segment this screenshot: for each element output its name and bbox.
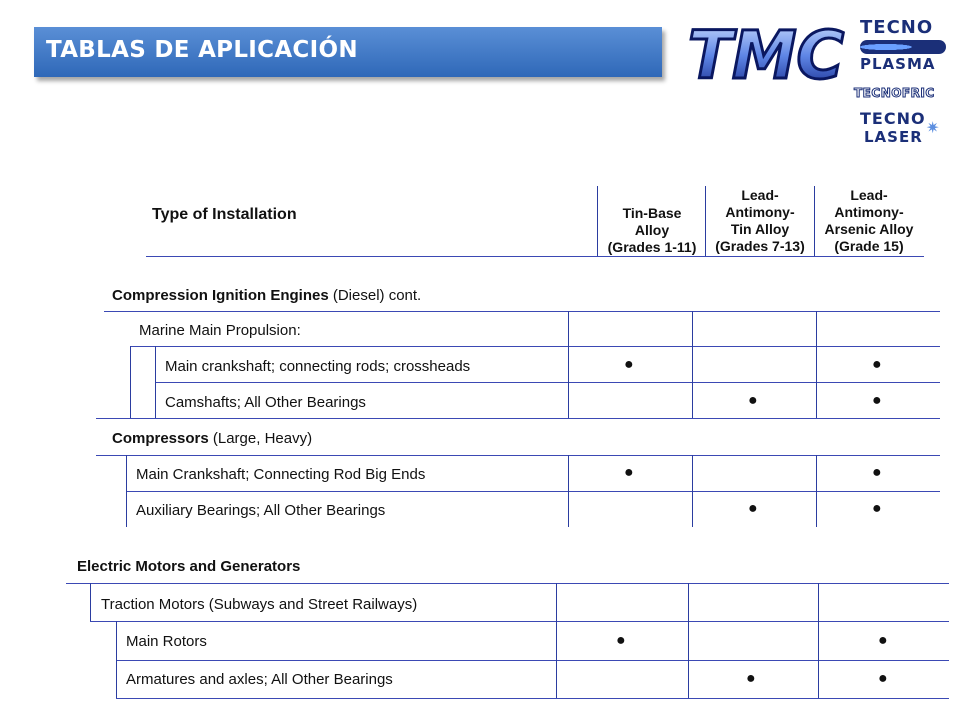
indent-divider — [116, 621, 117, 698]
table-row-label: Auxiliary Bearings; All Other Bearings — [136, 502, 386, 519]
column-divider — [568, 455, 569, 527]
table-row-label: Armatures and axles; All Other Bearings — [126, 671, 393, 688]
header-underline — [146, 256, 924, 257]
tmc-logo-graphic — [684, 16, 850, 88]
brand-tecnofric: TECNOFRIC — [854, 86, 935, 100]
application-dot: ● — [872, 392, 882, 409]
application-dot: ● — [878, 670, 888, 687]
column-divider — [818, 583, 819, 698]
brand-laser: LASER — [864, 128, 923, 146]
table-row-label: Camshafts; All Other Bearings — [165, 394, 366, 411]
section-compression-ignition-engines: Compression Ignition Engines (Diesel) cont. — [112, 287, 422, 304]
tin-base-alloy-header: Tin-Base Alloy (Grades 1-11) — [607, 205, 697, 255]
tecno-laser-logo — [860, 110, 946, 146]
indent-divider — [155, 346, 156, 418]
column-divider — [568, 311, 569, 418]
column-divider — [816, 311, 817, 418]
indent-divider — [130, 346, 131, 418]
tmc-logo — [684, 16, 850, 88]
traction-motors-label: Traction Motors (Subways and Street Railways) — [101, 596, 418, 613]
column-divider — [556, 583, 557, 698]
row-divider — [130, 346, 940, 347]
brand-tecno-2: TECNO — [860, 109, 926, 128]
tecno-plasma-logo — [860, 18, 946, 72]
application-dot: ● — [878, 632, 888, 649]
application-dot: ● — [872, 356, 882, 373]
application-dot: ● — [748, 500, 758, 517]
indent-divider — [90, 583, 91, 621]
column-divider — [816, 455, 817, 527]
column-divider — [688, 583, 689, 698]
row-divider — [66, 583, 949, 584]
section-electric-motors-and-generators: Electric Motors and Generators — [77, 558, 301, 575]
brand-plasma: PLASMA — [860, 55, 936, 73]
marine-main-propulsion-label: Marine Main Propulsion: — [139, 322, 301, 339]
row-divider — [96, 418, 940, 419]
table-row-label: Main Rotors — [126, 633, 207, 650]
type-of-installation-header: Type of Installation — [152, 206, 297, 223]
page-title: TABLAS DE APLICACIÓN — [46, 37, 358, 63]
row-divider — [116, 698, 949, 699]
header-divider — [814, 186, 815, 256]
section-compressors: Compressors (Large, Heavy) — [112, 430, 313, 447]
application-dot: ● — [624, 356, 634, 373]
indent-divider — [126, 455, 127, 527]
column-divider — [692, 455, 693, 527]
plasma-swirl-icon — [860, 40, 946, 54]
laser-star-icon: ✷ — [926, 118, 940, 137]
row-divider — [104, 311, 940, 312]
row-divider — [126, 491, 940, 492]
row-divider — [90, 621, 949, 622]
row-divider — [96, 455, 940, 456]
header-divider — [705, 186, 706, 256]
table-row-label: Main crankshaft; connecting rods; crossheads — [165, 358, 471, 375]
application-dot: ● — [872, 464, 882, 481]
lead-antimony-tin-alloy-header: Lead- Antimony- Tin Alloy (Grades 7-13) — [715, 187, 805, 254]
application-dot: ● — [616, 632, 626, 649]
row-divider — [116, 660, 949, 661]
application-dot: ● — [748, 392, 758, 409]
column-divider — [692, 311, 693, 418]
application-dot: ● — [746, 670, 756, 687]
header-divider — [597, 186, 598, 256]
application-dot: ● — [624, 464, 634, 481]
brand-tecno: TECNO — [860, 17, 934, 38]
tmc-logo-text: TMC — [688, 17, 844, 88]
row-divider — [155, 382, 940, 383]
lead-antimony-arsenic-alloy-header: Lead- Antimony- Arsenic Alloy (Grade 15) — [824, 187, 914, 254]
application-dot: ● — [872, 500, 882, 517]
table-row-label: Main Crankshaft; Connecting Rod Big Ends — [136, 466, 426, 483]
title-banner — [34, 27, 662, 77]
